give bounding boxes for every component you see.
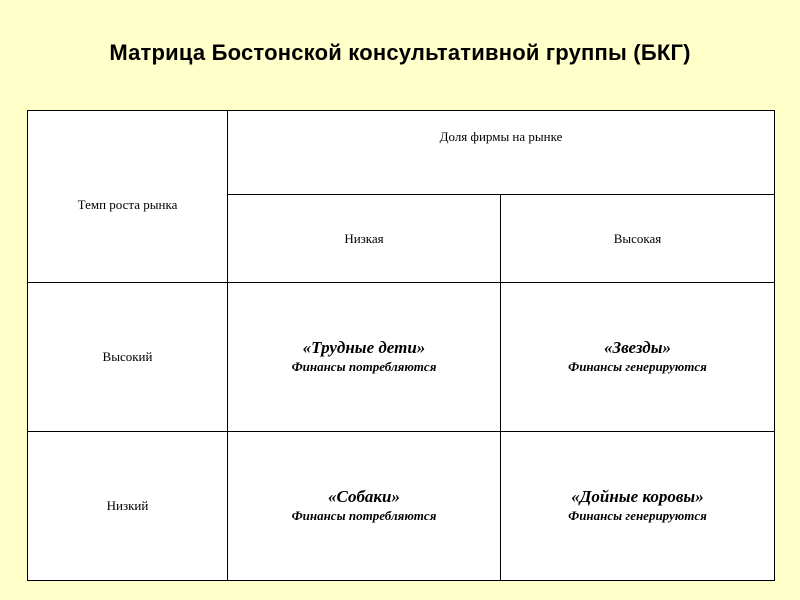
cell-cash-cows [501,432,775,581]
bcg-matrix-table [27,110,775,581]
column-group-header-label: Доля фирмы на рынке [439,128,563,144]
cell-title: «Собаки» [327,487,400,506]
cell-subtitle: Финансы генерируются [568,359,707,374]
cell-subtitle: Финансы потребляются [291,508,437,523]
row-label-low: Низкий [28,432,228,581]
cell-title: «Дойные коровы» [571,487,704,506]
cell-stars [501,283,775,432]
cell-title: «Трудные дети» [302,338,426,357]
row-header-market-growth [28,111,228,283]
cell-subtitle: Финансы генерируются [568,508,707,523]
slide-title: Матрица Бостонской консультативной группы (БКГ) [109,40,691,65]
column-group-header-market-share [228,111,775,195]
cell-dogs [228,432,501,581]
column-header-low: Низкая [228,195,501,283]
row-header-label: Темп роста рынка [77,196,178,212]
cell-question-marks [228,283,501,432]
row-label-high: Высокий [28,283,228,432]
column-header-high: Высокая [501,195,775,283]
cell-subtitle: Финансы потребляются [291,359,437,374]
cell-title: «Звезды» [604,338,671,357]
